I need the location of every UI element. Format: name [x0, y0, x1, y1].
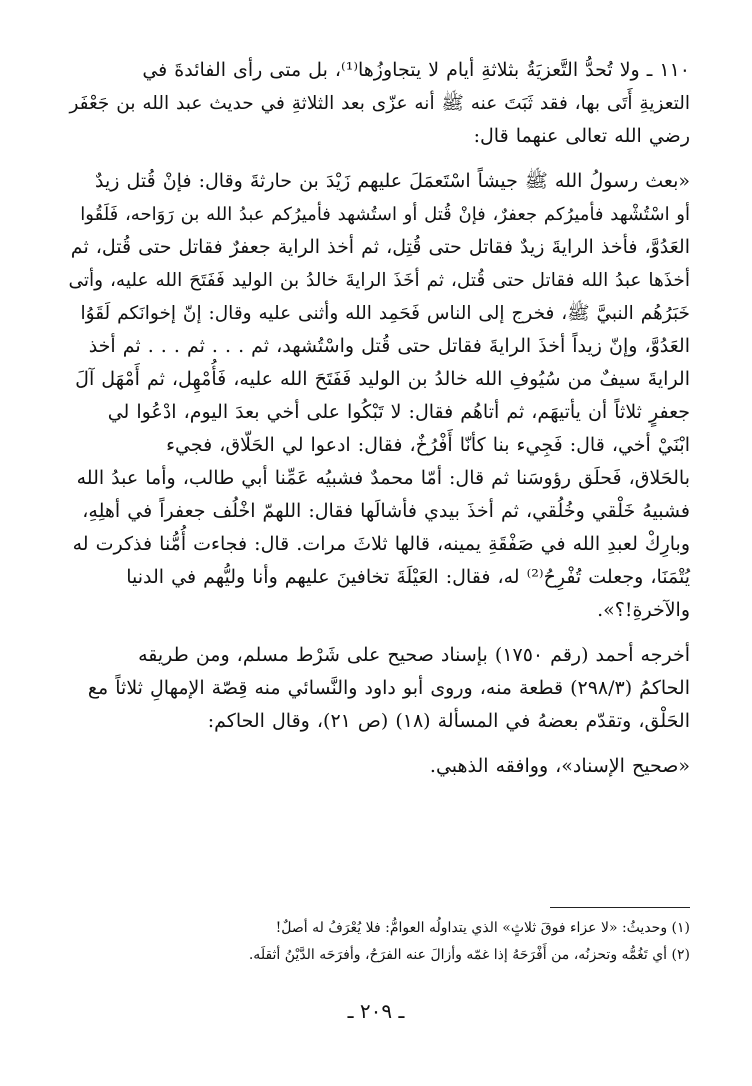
text-line: التعزيةِ أَتَى بها، فقد ثَبَتَ عنه ﷺ أنه عزّى بعد الثلاثةِ في حديث عبد الله بن جَعْفَر	[69, 93, 690, 114]
hadith-paragraph	[68, 165, 690, 627]
footnote-2: (٢) أي تَغُمُّه وتحزنُه، من أَفْرَحَهُ إذا غمّه وأزالَ عنه الفرَحُ، وأفرَحَه الدَّيْنُ أثقلَه.	[248, 947, 690, 963]
text-line: والآخرةِ!؟».	[597, 599, 690, 621]
text-line: بالحَلاق، فَحلَق رؤوسَنا ثم قال: أمّا محمدٌ فشبيُه عَمِّنا أبي طالب، وأما عبدُ الله	[76, 467, 690, 489]
text-line: ١١٠ ـ ولا تُحدُّ التَّعزيَةُ بثلاثةِ أيام لا يتجاوزُها⁽¹⁾، بل متى رأى الفائدةَ في	[142, 59, 690, 81]
text-line: جعفرٍ ثلاثاً أن يأتيهَم، ثم أتاهُم فقال: لا تَبْكُوا على أخي بعدَ اليوم، ادْعُوا لي	[107, 401, 690, 423]
text-line: أخرجه أحمد (رقم ١٧٥٠) بإسناد صحيح على شَرْط مسلم، ومن طريقه	[138, 644, 690, 666]
text-line: أخذَها عبدُ الله فقاتل حتى قُتل، ثم أخَذَ الرايةَ خالدُ بن الوليد فَفَتَحَ الله عليه، وأتى	[68, 270, 690, 291]
text-line: الحَلْق، وتقدّم بعضهُ في المسألة (١٨) (ص ٢١)، وقال الحاكم:	[207, 710, 690, 732]
text-line: «بعث رسولُ الله ﷺ جيشاً اسْتَعمَلَ عليهم زَيْدَ بن حارثةَ وقال: فإنْ قُتل زيدٌ	[94, 170, 690, 192]
footnotes	[68, 915, 690, 969]
footnote-divider	[550, 907, 690, 908]
text-line: الرايةَ سيفٌ من سُيُوفِ الله خالدُ بن الوليد فَفَتَحَ الله عليه، فَأُمْهِل، ثم أَمْهَل آلَ	[75, 368, 690, 390]
text-line: خَبَرُهُم النبيَّ ﷺ، فخرج إلى الناس فَحَمِد الله وأثنى عليه وقال: إنّ إخوانَكم لَقَوُا	[80, 303, 690, 324]
text-line: فشبيهُ خَلْقي وخُلُقي، ثم أخذَ بيدي فأشالَها فقال: اللهمّ اخْلُف جعفراً في أهلِهِ،	[82, 500, 690, 522]
text-line: العَدُوَّ، فأخذ الرايةَ زيدٌ فقاتل حتى قُتِل، ثم أخذ الراية جعفرٌ فقاتل حتى قُتل، ثم	[70, 236, 690, 258]
footnote-1: (١) وحديثُ: «لا عزاء فوقَ ثلاثٍ» الذي يتداولُه العوامُّ: فلا يُعْرَفُ له أصلٌ!	[275, 920, 690, 936]
text-line: ابْنَيْ أخي، قال: فَجِيء بنا كأنّا أَفْرُخٌ، فقال: ادعوا لي الحَلّاق، فجيء	[166, 434, 690, 456]
section-110-paragraph	[68, 54, 690, 153]
text-line: العَدُوَّ، وإنّ زيداً أخذَ الرايةَ فقاتل حتى قُتل واسْتُشهد، ثم . . . ثم . . . ثم أخذ	[88, 335, 690, 357]
text-line: أو اسْتُشْهد فأميرُكم جعفرٌ، فإنْ قُتل أو استُشهد فأميرُكم عبدُ الله بن رَوَاحه، فَلَقُوا	[80, 204, 690, 225]
text-line: الحاكمُ (٢٩٨/٣) قطعة منه، وروى أبو داود والنَّسائي منه قِصّة الإمهالِ ثلاثاً مع	[87, 677, 690, 699]
commentary-paragraph	[68, 639, 690, 738]
text-line: رضي الله تعالى عنهما قال:	[473, 125, 690, 147]
text-line: وبارِكْ لعبدِ الله في صَفْقَةِ يمينه، قالها ثلاثَ مرات. قال: فجاءت أُمُّنا فذكرت له	[72, 533, 690, 555]
text-line: يُتْمَنَا، وجعلت تُفْرِحُ⁽²⁾ له، فقال: العَيْلَةَ تخافينَ عليهم وأنا وليُّهم في الدنيا	[126, 566, 690, 588]
grading-text: «صحيح الإسناد»، ووافقه الذهبي.	[429, 755, 690, 777]
grading-paragraph	[68, 750, 690, 783]
page-number: ـ ٢٠٩ ـ	[347, 999, 405, 1023]
